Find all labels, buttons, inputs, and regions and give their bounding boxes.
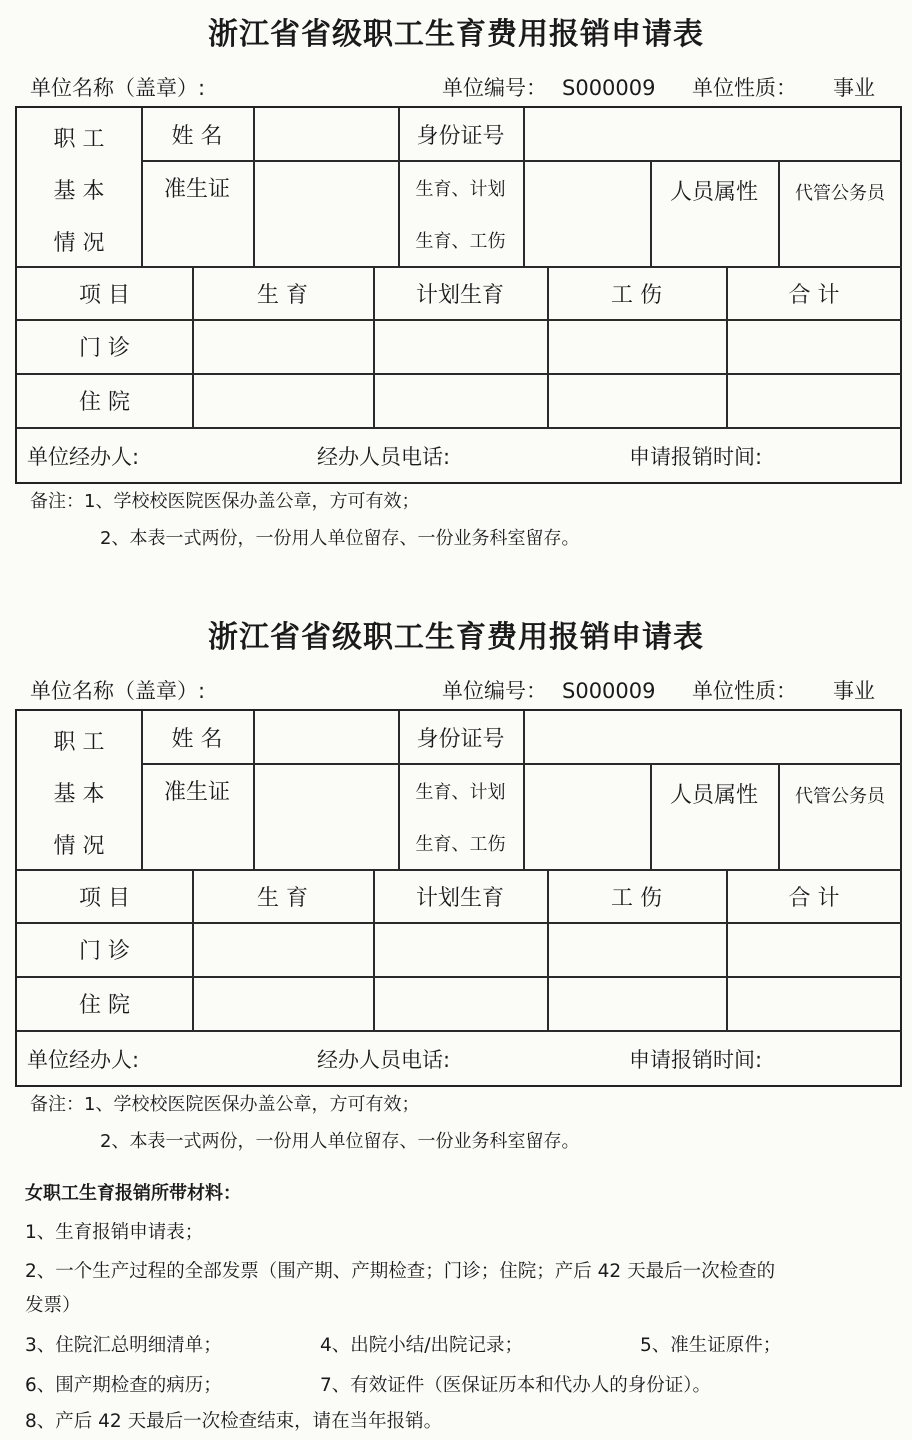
inpatient-birth-cell[interactable]: [192, 977, 373, 1030]
materials-item: 1、生育报销申请表；: [25, 1222, 204, 1243]
birth-type-field[interactable]: [523, 160, 650, 266]
col-total-header: 合 计: [788, 886, 840, 911]
staff-label: 基 本: [53, 178, 105, 204]
staff-label: 职 工: [53, 126, 105, 152]
birth-permit-field[interactable]: [253, 763, 398, 869]
birth-permit-label: 准生证: [163, 779, 230, 805]
row-inpatient-label: 住 院: [79, 993, 130, 1018]
note-2: 2、本表一式两份，一份用人单位留存、一份业务科室留存。: [100, 1131, 580, 1152]
handler-label: 单位经办人:: [27, 445, 140, 469]
staff-label: 情 况: [53, 833, 105, 859]
birth-plan-label: 生育、计划: [415, 179, 506, 200]
handler-phone-label: 经办人员电话:: [317, 445, 451, 469]
inpatient-family-planning-cell[interactable]: [373, 977, 547, 1030]
note-2: 2、本表一式两份，一份用人单位留存、一份业务科室留存。: [100, 528, 580, 549]
col-item-header: 项 目: [79, 283, 130, 308]
form-table: [15, 106, 902, 484]
materials-item: 5、准生证原件；: [640, 1335, 782, 1356]
materials-item: 发票）: [25, 1295, 81, 1316]
row-inpatient-label: 住 院: [79, 390, 130, 415]
note-1: 备注：1、学校校医院医保办盖公章，方可有效；: [30, 1094, 420, 1115]
outpatient-total-cell[interactable]: [726, 923, 902, 976]
materials-item: 3、住院汇总明细清单；: [25, 1335, 222, 1356]
outpatient-work-injury-cell[interactable]: [547, 320, 726, 373]
unit-name-label: 单位名称（盖章）:: [30, 76, 206, 100]
col-family-planning-header: 计划生育: [415, 283, 504, 308]
birth-permit-label: 准生证: [163, 176, 230, 202]
outpatient-total-cell[interactable]: [726, 320, 902, 373]
person-attr-label: 人员属性: [669, 782, 758, 808]
name-field[interactable]: [253, 711, 398, 763]
id-number-label: 身份证号: [416, 123, 505, 149]
col-total-header: 合 计: [788, 283, 840, 308]
outpatient-family-planning-cell[interactable]: [373, 923, 547, 976]
birth-injury-label: 生育、工伤: [415, 834, 506, 855]
staff-label: 情 况: [53, 230, 105, 256]
id-number-field[interactable]: [523, 108, 902, 160]
outpatient-work-injury-cell[interactable]: [547, 923, 726, 976]
materials-item: 7、有效证件（医保证历本和代办人的身份证）。: [320, 1375, 712, 1396]
name-field[interactable]: [253, 108, 398, 160]
inpatient-total-cell[interactable]: [726, 374, 902, 427]
staff-label: 基 本: [53, 781, 105, 807]
staff-label: 职 工: [53, 729, 105, 755]
birth-permit-field[interactable]: [253, 160, 398, 266]
unit-code-value: S000009: [562, 679, 656, 703]
materials-item: 8、产后 42 天最后一次检查结束，请在当年报销。: [25, 1411, 443, 1432]
unit-code-label: 单位编号：: [442, 76, 547, 100]
form-title: 浙江省省级职工生育费用报销申请表: [208, 620, 704, 655]
name-label: 姓 名: [171, 726, 223, 752]
apply-time-label: 申请报销时间:: [629, 1048, 763, 1072]
row-outpatient-label: 门 诊: [79, 336, 130, 361]
apply-time-label: 申请报销时间:: [629, 445, 763, 469]
inpatient-work-injury-cell[interactable]: [547, 374, 726, 427]
col-item-header: 项 目: [79, 886, 130, 911]
unit-type-label: 单位性质：: [692, 679, 797, 703]
id-number-field[interactable]: [523, 711, 902, 763]
inpatient-total-cell[interactable]: [726, 977, 902, 1030]
handler-label: 单位经办人:: [27, 1048, 140, 1072]
col-family-planning-header: 计划生育: [415, 886, 504, 911]
row-outpatient-label: 门 诊: [79, 939, 130, 964]
unit-type-value: 事业: [833, 76, 875, 100]
birth-plan-label: 生育、计划: [415, 782, 506, 803]
handler-phone-label: 经办人员电话:: [317, 1048, 451, 1072]
outpatient-family-planning-cell[interactable]: [373, 320, 547, 373]
person-attr-label: 人员属性: [669, 179, 758, 205]
birth-type-field[interactable]: [523, 763, 650, 869]
unit-type-label: 单位性质：: [692, 76, 797, 100]
birth-injury-label: 生育、工伤: [415, 231, 506, 252]
col-birth-header: 生 育: [257, 283, 308, 308]
inpatient-family-planning-cell[interactable]: [373, 374, 547, 427]
materials-item: 4、出院小结/出院记录；: [320, 1335, 524, 1356]
unit-type-value: 事业: [833, 679, 875, 703]
materials-item: 6、围产期检查的病历；: [25, 1375, 222, 1396]
materials-item: 2、一个生产过程的全部发票（围产期、产期检查；门诊；住院；产后 42 天最后一次检查的: [25, 1261, 776, 1282]
col-work-injury-header: 工 伤: [611, 886, 662, 911]
person-attr-value: 代管公务员: [795, 183, 885, 204]
unit-code-label: 单位编号：: [442, 679, 547, 703]
inpatient-birth-cell[interactable]: [192, 374, 373, 427]
form-table: [15, 709, 902, 1087]
col-work-injury-header: 工 伤: [611, 283, 662, 308]
person-attr-value: 代管公务员: [795, 786, 885, 807]
note-1: 备注：1、学校校医院医保办盖公章，方可有效；: [30, 491, 420, 512]
inpatient-work-injury-cell[interactable]: [547, 977, 726, 1030]
unit-code-value: S000009: [562, 76, 656, 100]
name-label: 姓 名: [171, 123, 223, 149]
materials-title: 女职工生育报销所带材料：: [25, 1183, 241, 1204]
outpatient-birth-cell[interactable]: [192, 320, 373, 373]
outpatient-birth-cell[interactable]: [192, 923, 373, 976]
id-number-label: 身份证号: [416, 726, 505, 752]
form-title: 浙江省省级职工生育费用报销申请表: [208, 17, 704, 52]
unit-name-label: 单位名称（盖章）:: [30, 679, 206, 703]
col-birth-header: 生 育: [257, 886, 308, 911]
